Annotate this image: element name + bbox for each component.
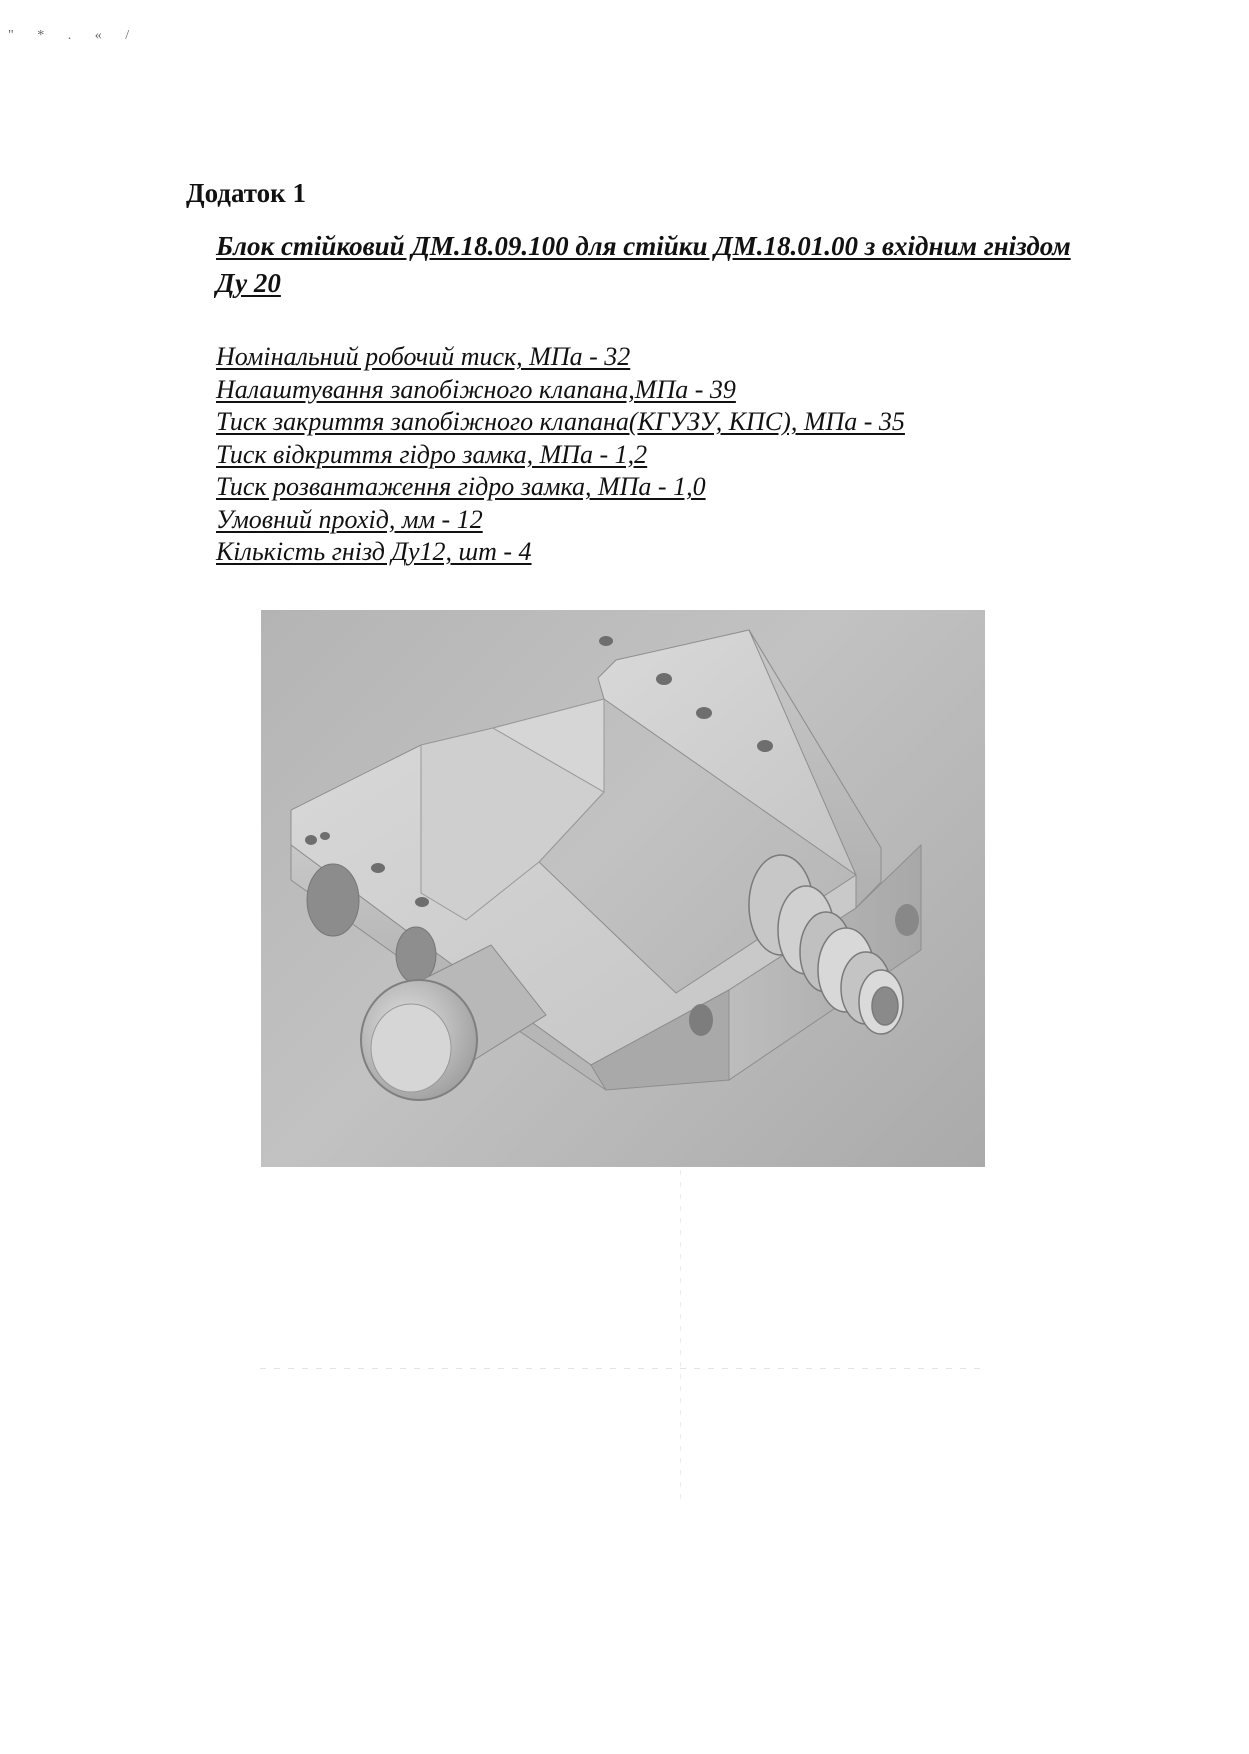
document-heading [216, 228, 1116, 302]
hydraulic-block-illustration [261, 610, 985, 1167]
spec-nominal-pressure: Номінальний робочий тиск, МПа - 32 [216, 342, 631, 371]
spec-hydrolock-opening-pressure: Тиск відкриття гідро замка, МПа - 1,2 [216, 439, 648, 469]
spec-relief-valve-setting: Налаштування запобіжного клапана,МПа - 39 [216, 374, 736, 404]
heading-line-2: Ду 20 [216, 268, 281, 298]
specifications-list [216, 341, 905, 569]
appendix-title: Додаток 1 [186, 178, 306, 208]
heading-line-1: Блок стійковий ДМ.18.09.100 для стійки ДМ.18.01.00 з вхідним гніздом [216, 231, 1071, 261]
scan-artifact-streak [260, 1368, 980, 1369]
spec-nominal-bore: Умовний прохід, мм - 12 [216, 504, 483, 534]
spec-hydrolock-unloading-pressure: Тиск розвантаження гідро замка, МПа - 1,0 [216, 472, 706, 501]
scan-artifact-marks: " * . « / [8, 28, 140, 43]
spec-socket-count: Кількість гнізд Ду12, шт - 4 [216, 537, 532, 566]
spec-relief-valve-closing-pressure: Тиск закриття запобіжного клапана(КГУЗУ, КПС), МПа - 35 [216, 407, 905, 436]
scan-artifact-streak-vertical [680, 1170, 681, 1500]
